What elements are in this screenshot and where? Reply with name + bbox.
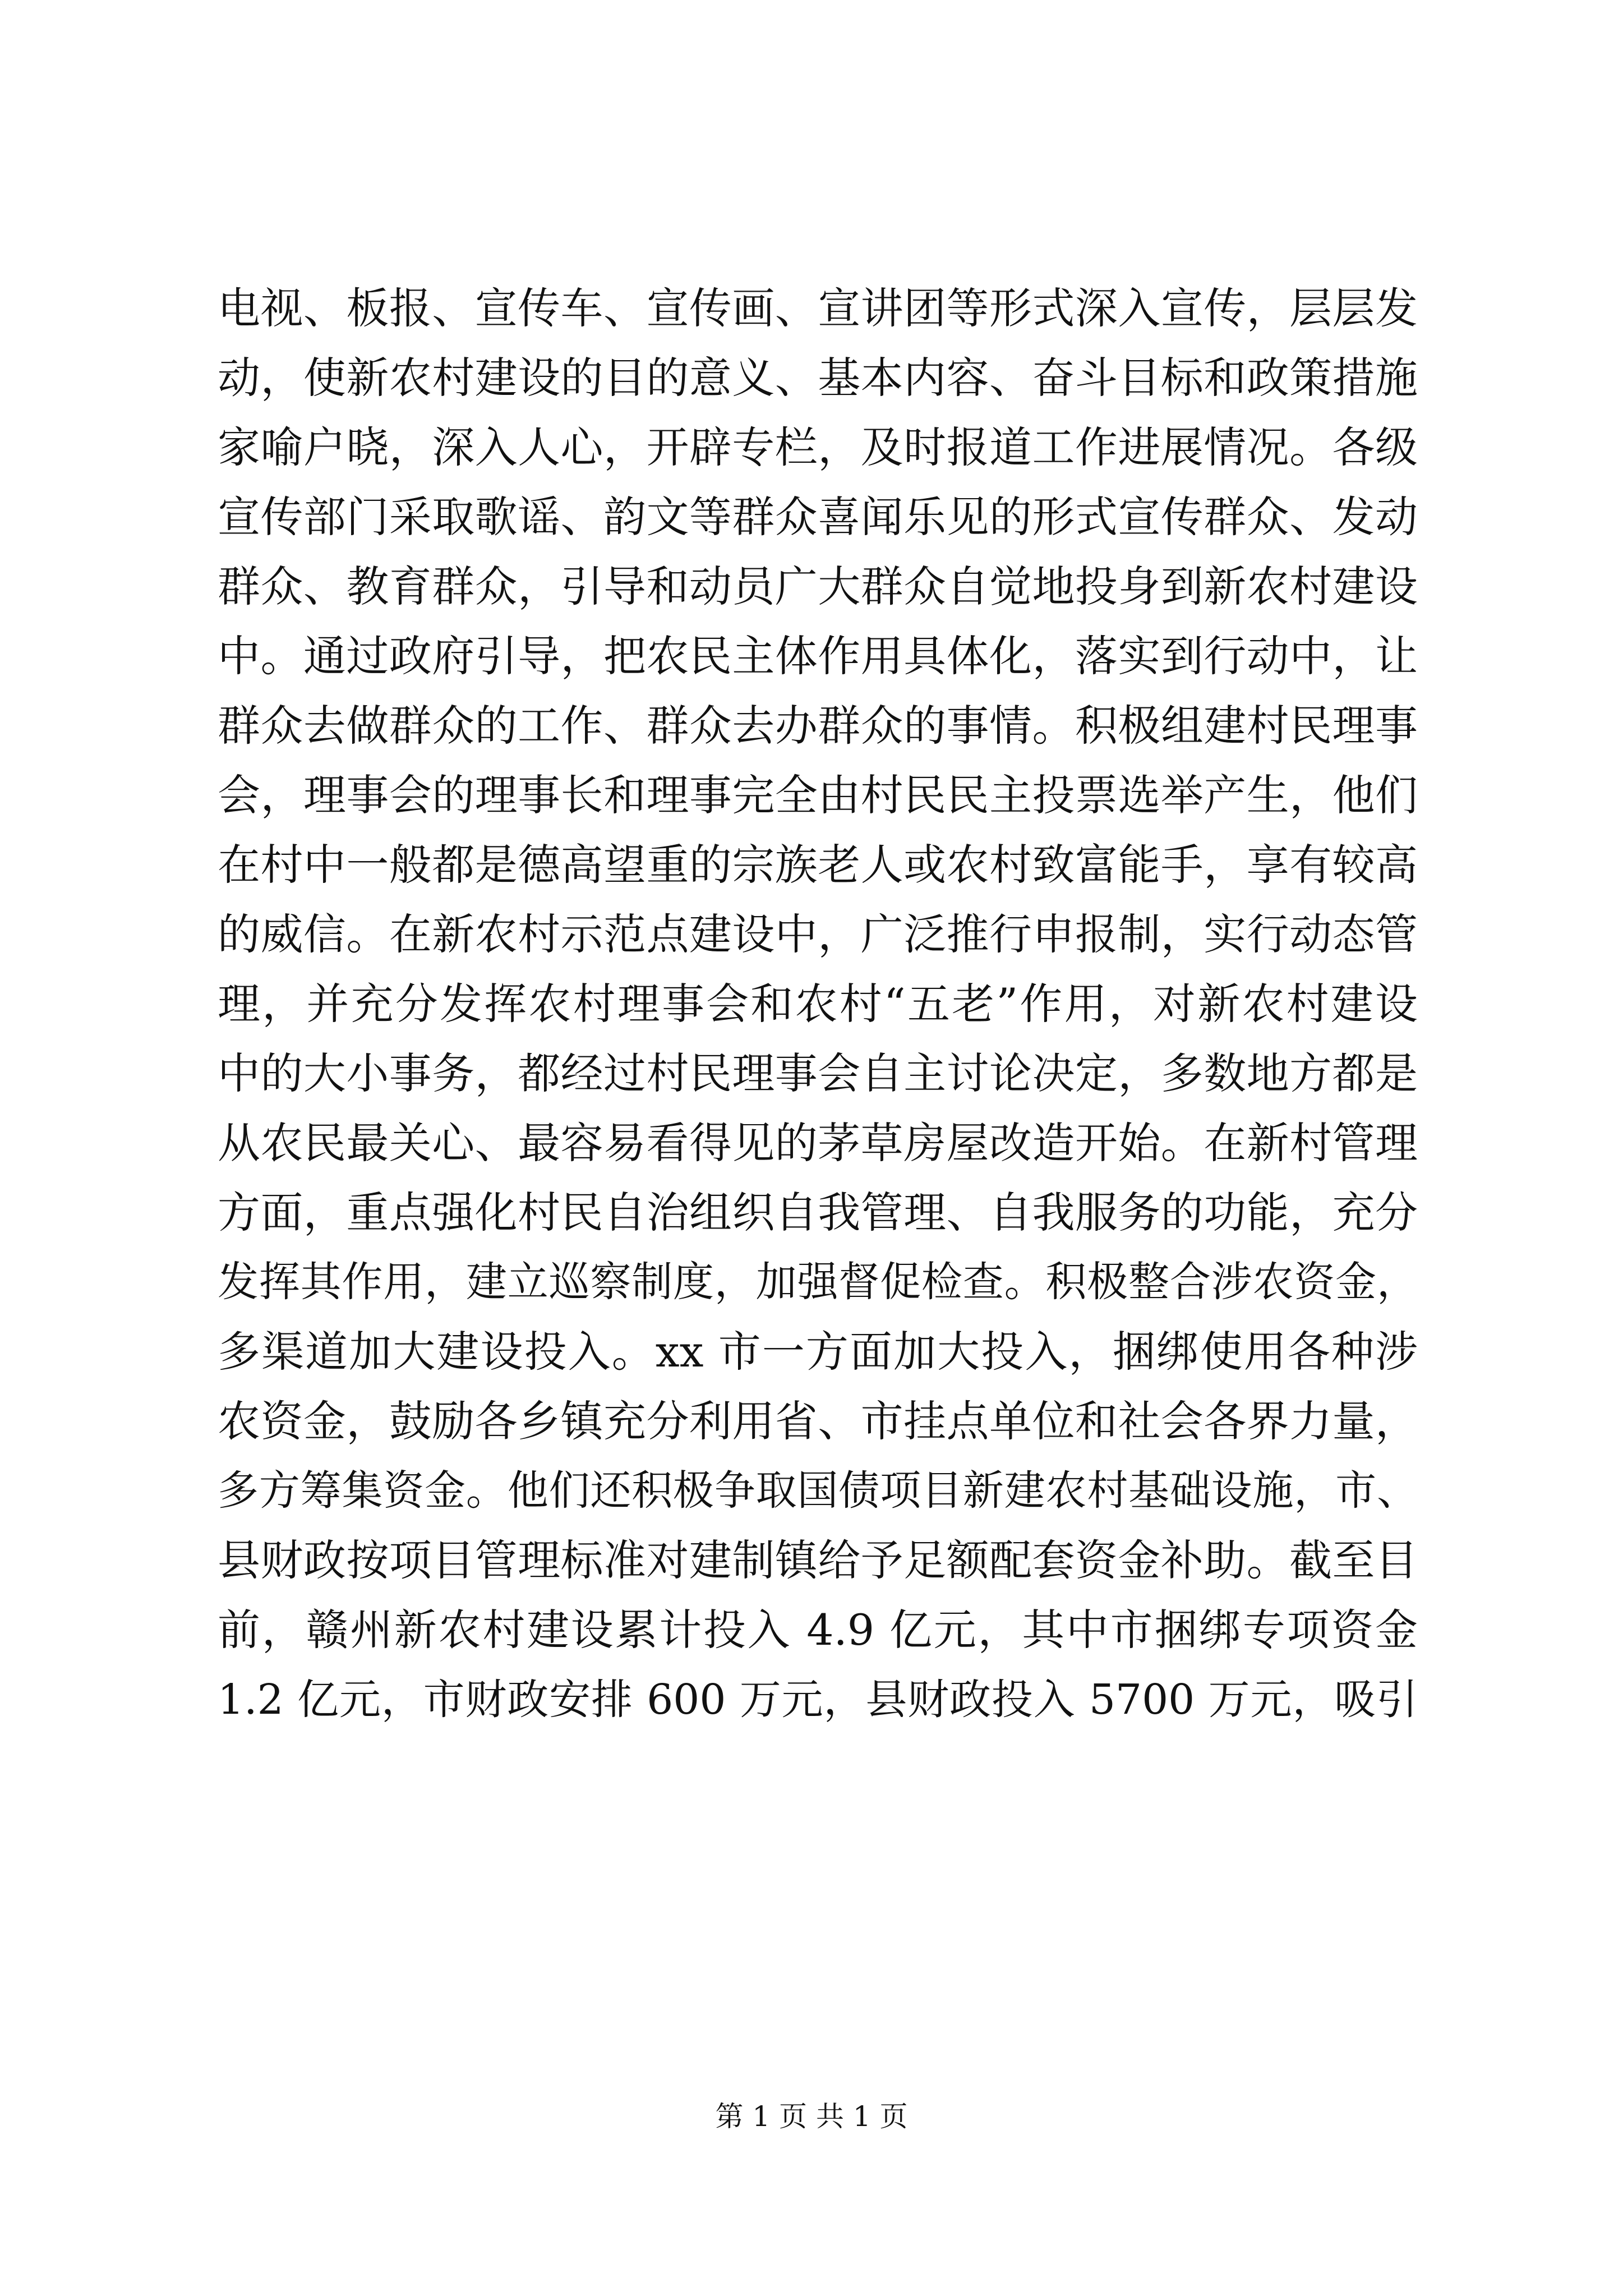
text-line: 的威信。在新农村示范点建设中，广泛推行申报制，实行动态管 [218, 909, 1418, 959]
page-footer [0, 2097, 1623, 2136]
text-line: 群众去做群众的工作、群众去办群众的事情。积极组建村民理事 [218, 701, 1418, 751]
text-line: 多方筹集资金。他们还积极争取国债项目新建农村基础设施，市、 [218, 1467, 1418, 1515]
text-line: 家喻户晓，深入人心，开辟专栏，及时报道工作进展情况。各级 [218, 422, 1418, 472]
text-line: 理，并充分发挥农村理事会和农村“五老”作用，对新农村建设 [218, 979, 1418, 1029]
text-line: 从农民最关心、最容易看得见的茅草房屋改造开始。在新村管理 [218, 1118, 1418, 1168]
text-line: 方面，重点强化村民自治组织自我管理、自我服务的功能，充分 [218, 1188, 1418, 1237]
text-line: 宣传部门采取歌谣、韵文等群众喜闻乐见的形式宣传群众、发动 [218, 492, 1418, 542]
text-line: 前，赣州新农村建设累计投入 4.9 亿元，其中市捆绑专项资金 [218, 1605, 1418, 1655]
page-number-label: 第 1 页 共 1 页 [715, 2100, 908, 2133]
text-line: 多渠道加大建设投入。xx 市一方面加大投入，捆绑使用各种涉 [218, 1327, 1418, 1377]
text-line: 中。通过政府引导，把农民主体作用具体化，落实到行动中，让 [218, 631, 1418, 681]
body-paragraph [218, 274, 1418, 1734]
text-line: 在村中一般都是德高望重的宗族老人或农村致富能手，享有较高 [218, 840, 1418, 890]
text-line: 中的大小事务，都经过村民理事会自主讨论决定，多数地方都是 [218, 1048, 1418, 1098]
text-line: 农资金，鼓励各乡镇充分利用省、市挂点单位和社会各界力量， [218, 1396, 1418, 1446]
text-line: 发挥其作用，建立巡察制度，加强督促检查。积极整合涉农资金， [218, 1258, 1418, 1306]
text-line: 动，使新农村建设的目的意义、基本内容、奋斗目标和政策措施 [218, 353, 1418, 403]
text-line: 1.2 亿元，市财政安排 600 万元，县财政投入 5700 万元，吸引 [218, 1676, 1418, 1724]
text-line: 会，理事会的理事长和理事完全由村民民主投票选举产生，他们 [218, 770, 1418, 820]
text-line: 电视、板报、宣传车、宣传画、宣讲团等形式深入宣传，层层发 [218, 283, 1418, 333]
text-line: 群众、教育群众，引导和动员广大群众自觉地投身到新农村建设 [218, 562, 1418, 611]
text-line: 县财政按项目管理标准对建制镇给予足额配套资金补助。截至目 [218, 1535, 1418, 1585]
